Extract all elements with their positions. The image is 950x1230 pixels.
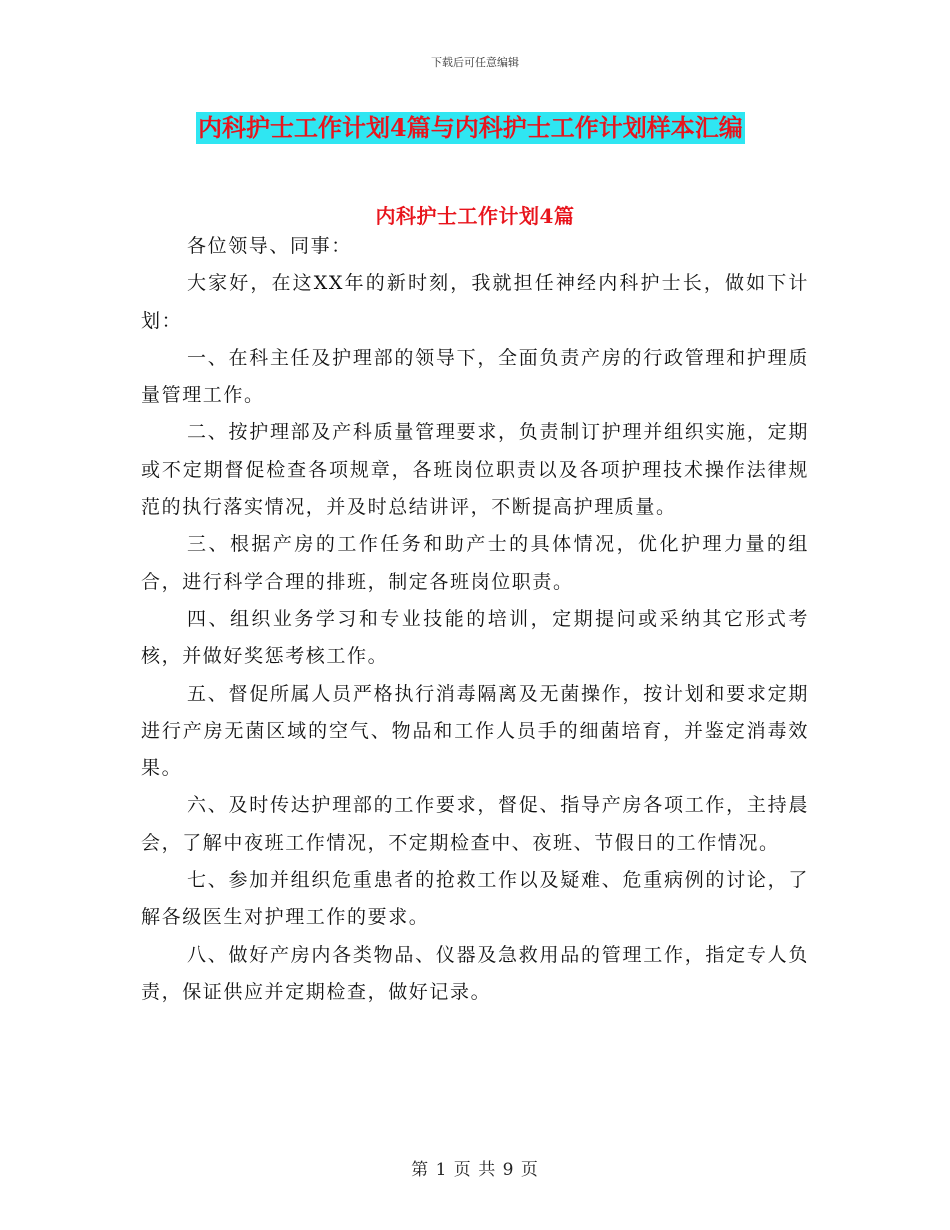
paragraph-item-7: 七、参加并组织危重患者的抢救工作以及疑难、危重病例的讨论，了解各级医生对护理工作的要求。 (141, 869, 809, 929)
document-body (141, 228, 809, 1011)
paragraph-item-6: 六、及时传达护理部的工作要求，督促、指导产房各项工作，主持晨会，了解中夜班工作情况，不定期检查中、夜班、节假日的工作情况。 (141, 794, 809, 854)
paragraph-greeting: 各位领导、同事： (187, 235, 352, 257)
header-note: 下载后可任意编辑 (431, 56, 519, 69)
paragraph-item-4: 四、组织业务学习和专业技能的培训，定期提问或采纳其它形式考核，并做好奖惩考核工作。 (141, 607, 809, 668)
page-number: 第 1 页 共 9 页 (411, 1160, 539, 1180)
paragraph-item-8: 八、做好产房内各类物品、仪器及急救用品的管理工作，指定专人负责，保证供应并定期检查，做好记录。 (141, 943, 809, 1003)
document-title: 内科护士工作计划4篇与内科护士工作计划样本汇编 (198, 113, 743, 142)
paragraph-item-5: 五、督促所属人员严格执行消毒隔离及无菌操作，按计划和要求定期进行产房无菌区域的空气、物品和工作人员手的细菌培育，并鉴定消毒效果。 (141, 682, 809, 780)
paragraph-item-2: 二、按护理部及产科质量管理要求，负责制订护理并组织实施，定期或不定期督促检查各项规章，各班岗位职责以及各项护理技术操作法律规范的执行落实情况，并及时总结讲评，不断提高护理质量。 (141, 421, 809, 519)
paragraph-intro: 大家好，在这XX年的新时刻，我就担任神经内科护士长，做如下计划： (141, 272, 809, 332)
paragraph-item-1: 一、在科主任及护理部的领导下，全面负责产房的行政管理和护理质量管理工作。 (141, 346, 809, 407)
paragraph-item-3: 三、根据产房的工作任务和助产士的具体情况，优化护理力量的组合，进行科学合理的排班，制定各班岗位职责。 (141, 533, 809, 593)
section-title: 内科护士工作计划4篇 (375, 204, 575, 228)
